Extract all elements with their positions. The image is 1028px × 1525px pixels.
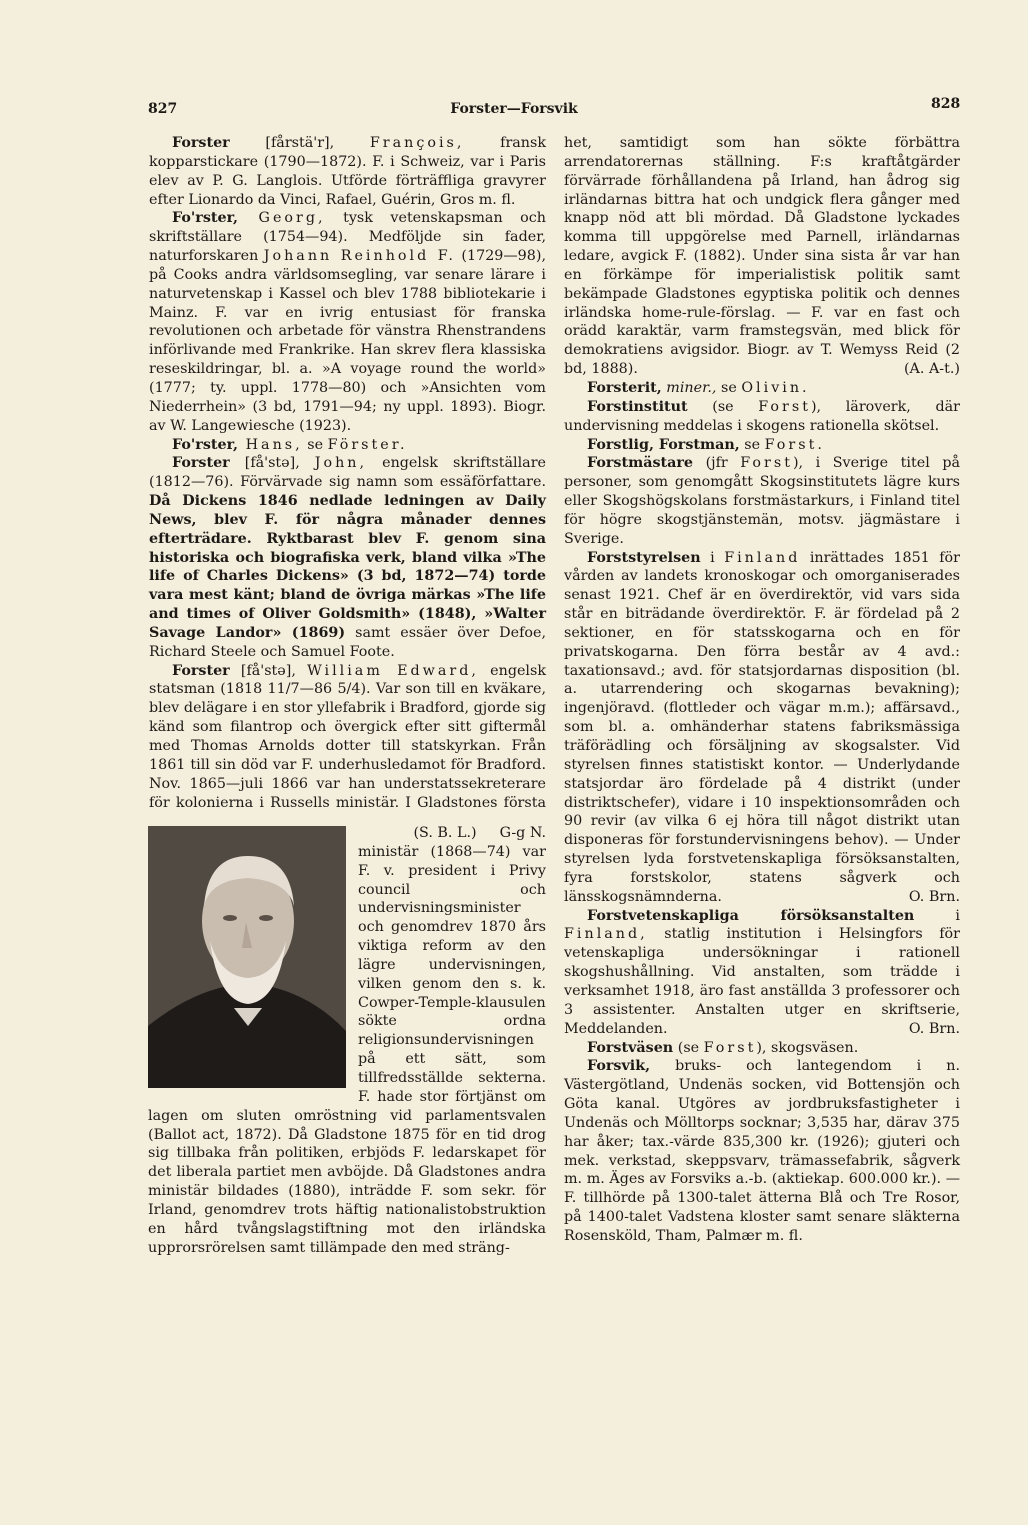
- entry-forster-georg: [148, 209, 546, 435]
- right-column: [564, 134, 960, 1246]
- pronunciation: [få'stə],: [229, 662, 308, 679]
- entry-text: (se: [673, 1039, 704, 1056]
- entry-forsvik: [564, 1057, 960, 1245]
- headword: Fo'rster,: [172, 436, 239, 453]
- entry-text: statlig institution i Helsingfors för vetenskapliga undersökningar i rationell skogshushållning. Vid anstalten, som trädde i verksamhet 1918, äro fast anställda 3 professorer och 3 assistenter. Anstalten utger en skriftserie, Meddelanden.: [564, 926, 960, 1037]
- entry-forstvasen: [564, 1039, 960, 1058]
- entry-text: (jfr: [693, 455, 741, 472]
- entry-text: se: [716, 379, 742, 396]
- entry-forsterit: [564, 379, 960, 398]
- cross-reference: Forst: [758, 398, 811, 415]
- cross-reference: Finland,: [564, 926, 648, 943]
- entry-text: samt essäer över Defoe, Richard Steele och Samuel Foote.: [149, 624, 546, 660]
- headword: Forststyrelsen: [587, 549, 701, 566]
- author-signature: O. Brn.: [908, 888, 960, 905]
- person-name: Georg,: [238, 210, 326, 227]
- entry-text: i: [700, 549, 725, 566]
- author-signature: (S. B. L.): [413, 825, 477, 841]
- portrait-photo: [148, 826, 346, 1088]
- entry-forstinstitut: [564, 398, 960, 436]
- person-name: William Edward,: [307, 662, 479, 679]
- headword: Forsterit,: [587, 379, 662, 396]
- headword: Forstinstitut: [587, 398, 688, 415]
- headword: Forster: [172, 455, 230, 472]
- cross-reference: Forst.: [764, 436, 825, 453]
- entry-text: inrättades 1851 för vården av landets kronoskogar och omorganiserades senast 1921. Chef är en överdirektör, vid vars sida står en biträdande överdirektör. F. är fördelad på 2 sektioner, en för statsskogarna och en för privatskogarna. Den förra består av 4 avd.: taxationsavd.; avd. för statsjordarnas disposition (bl. a. utarrendering och skogarnas bevakning); ingenjöravd. (flottleder och vägar m.m.); affärsavd., som bl. a. omhänderhar statens fabriksmässiga träförädling och försäljning av skogsalster. Vid styrelsen finnes statistiskt kontor. — Underlydande statsjordar äro fördelade på 4 distrikt (under distriktschefer), vidare i 10 inspektionsområden och 90 revir (av vilka 6 ej höra till något distrikt utan disponeras för forstundervisningens behov). — Under styrelsen lyda forstvetenskapliga försöksanstalten, fyra forstskolor, statens sågverk och länsskogsnämnderna.: [564, 549, 960, 905]
- pronunciation: [fårstä'r],: [229, 135, 370, 151]
- entry-text: se: [302, 436, 328, 453]
- entry-text-italic: miner.,: [661, 379, 717, 396]
- author-signature: O. Brn.: [908, 1020, 960, 1037]
- headword: Forster: [172, 135, 230, 151]
- entry-forststyrelsen: [564, 549, 960, 907]
- entry-text: engelsk skriftställare (1812—76). Förvärvade sig namn som essäförfattare.: [149, 455, 546, 491]
- portrait-illustration: [148, 826, 346, 1088]
- entry-text: (se: [687, 398, 759, 415]
- entry-text: ). Var son till en kväkare, blev delägare i en stor yllefabrik i Bradford, gjorde sig känd som filantrop och övergick efter sitt giftermål med Thomas Arnolds dotter till statskyrkan. Från 1861 till sin död var F. underhusledamot för Bradford. Nov. 1865—juli 1866 var han understatssekreterare för kolonierna i Russells ministär. I Gladstones första ministär (1868—74) var F. v. president i Privy council och undervisningsminister och genomdrev 1870 års viktiga reform av den lägre undervisningen, vilken genom den s. k. Cowper-Temple-klausulen sökte ordna religionsundervisningen på ett sätt, som tillfredsställde sekterna. F. hade stor förtjänst om lagen om sluten omröstning vid parlamentsvalen (Ballot act, 1872). Då Gladstone 1875 för en tid drog sig tillbaka från politiken, erbjöds F. ledarskapet för det liberala partiet men avböjde. Då Gladstones andra ministär bildades (1880), inträdde F. som sekr. för Irland, genomdrev trots häftig nationalistobstruktion en hård tvångslagstiftning mot den irländska upprorsrörelsen samt tillämpade den med sträng-: [148, 681, 546, 1256]
- cross-reference: Forst: [703, 1039, 757, 1056]
- headword: Fo'rster,: [172, 210, 239, 227]
- entry-text: ), skogsväsen.: [756, 1039, 859, 1056]
- person-name: Hans,: [238, 436, 303, 453]
- entry-text: ), i Sverige titel på personer, som genomgått Skogsinstitutets lägre kurs eller Skogshögskolans forstmästarkurs, i Finland titel för högre skogstjänstemän, motsv. jägmästare i Sverige.: [564, 455, 960, 547]
- pronunciation: [få'stə],: [229, 455, 315, 472]
- author-signature: G-g N.: [499, 825, 546, 841]
- headword: Forstlig, Forstman,: [587, 436, 740, 453]
- page-running-title: Forster—Forsvik: [450, 101, 578, 117]
- entry-text: i: [914, 907, 960, 924]
- entry-text-bold: Då Dickens 1846 nedlade ledningen av Daily News, blev F. för några månader dennes efterträdare. Ryktbarast blev F. genom sina historiska och biografiska verk, bland vilka »The life of Charles Dickens» (3 bd, 1872—74) torde vara mest känt; bland de övriga märkas »The life and times of Oliver Goldsmith» (1848), »Walter Savage Landor» (1869): [149, 493, 546, 641]
- entry-continuation: [564, 134, 960, 379]
- headword: Forster: [172, 662, 230, 679]
- headword: Forsvik,: [587, 1058, 651, 1075]
- entry-text: het, samtidigt som han sökte förbättra arrendatorernas ställning. F:s kraftåtgärder förvärrade förhållandena på Irland, han ådrog sig irländarnas bittra hat och undgick flera gånger med knapp nöd att bli mördad. Då Gladstone lyckades komma till uppgörelse med Parnell, irländarnas ledare, avgick F. (1882). Under sina sista år var han en förkämpe för imperialistisk politik samt bekämpade Gladstones egyptiska politik och dennes irländska home-rule-förslag. — F. var en fast och orädd karaktär, varm framstegsvän, med blick för demokratiens avigsidor. Biogr. av T. Wemyss Reid (2 bd, 1888).: [564, 135, 960, 378]
- entry-forster-hans: [148, 436, 546, 455]
- date-fraction: 11/7: [267, 681, 300, 698]
- cross-reference: Finland: [724, 549, 801, 566]
- entry-text: ), läroverk, där undervisning meddelas i skogens rationella skötsel.: [564, 398, 960, 434]
- headword: Forstvetenskapliga försöksanstalten: [587, 907, 915, 924]
- entry-forstlig: [564, 436, 960, 455]
- entry-forstmastare: [564, 454, 960, 548]
- entry-forstvetenskapliga: [564, 907, 960, 1039]
- entry-text: fransk kopparstickare (1790—1872). F. i Schweiz, var i Paris elev av P. G. Langlois. Utförde förträffliga gravyrer efter Lionardo da Vinci, Rafael, Guérin, Gros m. fl.: [149, 135, 547, 208]
- entry-text: tysk vetenskapsman och skriftställare (1754—94). Medföljde sin fader, naturforskaren: [149, 210, 546, 265]
- date-fraction: 5/4: [337, 681, 361, 698]
- entry-text: se: [739, 436, 765, 453]
- headword: Forstväsen: [587, 1039, 674, 1056]
- page-number-left: 827: [148, 101, 178, 117]
- person-name: John,: [314, 455, 368, 472]
- entry-text: —86: [299, 681, 338, 698]
- entry-text: (1729—98), på Cooks andra världsomsegling, var senare lärare i naturvetenskap i Kassel och blev 1788 bibliotekarie i Mainz. F. var en ivrig entusiast för franska revolutionen och arbetade för vänstra Rhenstrandens införlivande med Frankrike. Han skrev flera klassiska reseskildringar, bl. a. »A voyage round the world» (1777; ty. uppl. 1778—80) och »Ansichten vom Niederrhein» (3 bd, 1791—94; ny uppl. 1893). Biogr. av W. Langewiesche (1923).: [149, 248, 546, 434]
- page-number-right: 828: [931, 96, 961, 112]
- entry-text: engelsk statsman (1818: [149, 662, 547, 698]
- cross-reference: Forst: [740, 455, 793, 472]
- entry-text: bruks- och lantegendom i n. Västergötland, Undenäs socken, vid Bottensjön och Göta kanal. Utgöres av jordbruksfastigheter i Undenäs och Mölltorps socknar; 3,535 har, därav 375 har åker; tax.-värde 835,300 kr. (1926); gjuteri och mek. verkstad, skeppsvarv, trämassefabrik, sågverk m. m. Äges av Forsviks a.-b. (aktiekap. 600.000 kr.). — F. tillhörde på 1300-talet ätterna Blå och Tre Rosor, på 1400-talet Vadstena kloster samt senare släkterna Rosensköld, Tham, Palmær m. fl.: [564, 1058, 960, 1244]
- cross-reference: Förster.: [327, 436, 408, 453]
- left-column: [148, 134, 546, 1257]
- cross-reference: Olivin.: [741, 379, 810, 396]
- person-name: François,: [369, 135, 465, 151]
- person-name: Johann Reinhold F.: [263, 248, 456, 265]
- author-signature: (A. A-t.): [903, 361, 960, 378]
- headword: Forstmästare: [587, 455, 694, 472]
